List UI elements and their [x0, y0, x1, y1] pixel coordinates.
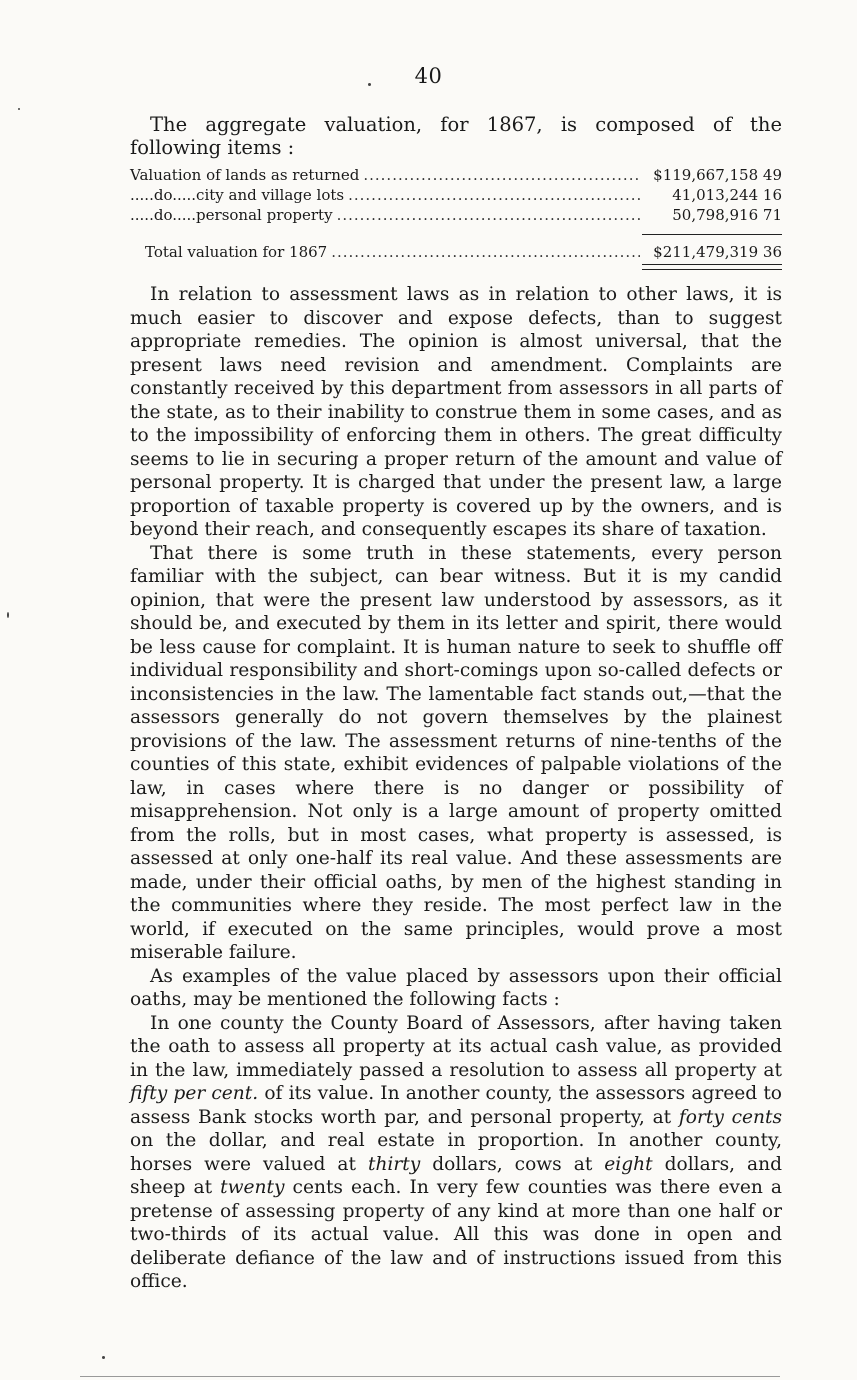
- text-run: of its value. In another county, the assessors agreed to assess Bank stocks worth par, and personal property, at: [130, 1083, 782, 1128]
- dot-leader: [331, 242, 640, 262]
- text-run: In one county the County Board of Assessors, after having taken the oath to assess all property at its actual cash value, as provided in the law, immediately passed a resolution to assess all property at: [130, 1012, 782, 1081]
- valuation-row: [130, 185, 782, 205]
- text-run: dollars, cows at: [420, 1153, 605, 1175]
- text-run: cents each. In very few counties was there even a pretense of assessing property of any kind at more than one half or two-thirds of its actual value. All this was done in open and deliberate defiance of the law and of instructions issued from this office.: [130, 1177, 783, 1292]
- dot-leader: [337, 205, 640, 225]
- valuation-row: [145, 242, 782, 262]
- emphasis: twenty: [220, 1177, 285, 1198]
- stray-mark: [18, 108, 20, 110]
- stray-mark: [368, 83, 371, 86]
- paragraph: That there is some truth in these statements, every person familiar with the subject, can bear witness. But it is my candid opinion, that were the present law understood by assessors, as it should be, and executed by them in its letter and spirit, there would be less cause for complaint. It is human nature to seek to shuffle off individual responsibility and short-comings upon so-called defects or inconsistencies in the law. The lamentable fact stands out,—that the assessors generally do not govern themselves by the plainest provisions of the law. The assessment returns of nine-tenths of the counties of this state, exhibit evidences of palpable violations of the law, in cases where there is no danger or possibility of misapprehension. Not only is a large amount of property omitted from the rolls, but in most cases, what property is assessed, is assessed at only one-half its real value. And these assessments are made, under their official oaths, by men of the highest standing in the communities where they reside. The most perfect law in the world, if executed on the same principles, would prove a most miserable failure.: [130, 542, 782, 963]
- total-double-rule: [642, 264, 782, 265]
- valuation-amount: $119,667,158 49: [653, 166, 782, 184]
- total-amount: $211,479,319 36: [653, 243, 782, 261]
- stray-mark: [102, 1356, 105, 1359]
- emphasis: eight: [604, 1153, 653, 1175]
- total-row: [145, 242, 782, 262]
- emphasis: fifty per cent.: [130, 1083, 259, 1104]
- valuation-table: [130, 165, 782, 225]
- emphasis: forty cents: [678, 1106, 782, 1128]
- paragraph: As examples of the value placed by assessors upon their official oaths, may be mentioned the following facts :: [130, 965, 782, 1010]
- valuation-amount: 50,798,916 71: [672, 206, 782, 224]
- total-double-rule: [642, 269, 782, 270]
- intro-sentence: The aggregate valuation, for 1867, is composed of the following items :: [130, 113, 782, 159]
- text-run: on the dollar, and real estate in proportion. In another county, horses were valued at: [130, 1130, 782, 1175]
- valuation-row: [130, 205, 782, 225]
- page-edge-line: [80, 1376, 780, 1377]
- dot-leader: [348, 185, 640, 205]
- total-label: Total valuation for 1867: [145, 243, 328, 261]
- page-number: 40: [414, 64, 443, 88]
- sum-rule: [642, 234, 782, 235]
- body-text: [130, 283, 782, 1294]
- paragraph: In relation to assessment laws as in relation to other laws, it is much easier to discover and expose defects, than to suggest appropriate remedies. The opinion is almost universal, that the present laws need revision and amendment. Complaints are constantly received by this department from assessors in all parts of the state, as to their inability to construe them in some cases, and as to the impossibility of enforcing them in others. The great difficulty seems to lie in securing a proper return of the amount and value of personal property. It is charged that under the present law, a large proportion of taxable property is covered up by the owners, and is beyond their reach, and consequently escapes its share of taxation.: [130, 284, 782, 540]
- valuation-label: .....do.....city and village lots: [130, 186, 345, 204]
- valuation-amount: 41,013,244 16: [672, 186, 782, 204]
- stray-mark: [7, 612, 9, 618]
- paragraph: [130, 1012, 782, 1294]
- valuation-label: .....do.....personal property: [130, 206, 333, 224]
- valuation-label: Valuation of lands as returned: [130, 166, 360, 184]
- emphasis: thirty: [367, 1153, 421, 1175]
- dot-leader: [363, 165, 640, 185]
- valuation-row: [130, 165, 782, 185]
- text-run: dollars, and sheep at: [130, 1153, 783, 1198]
